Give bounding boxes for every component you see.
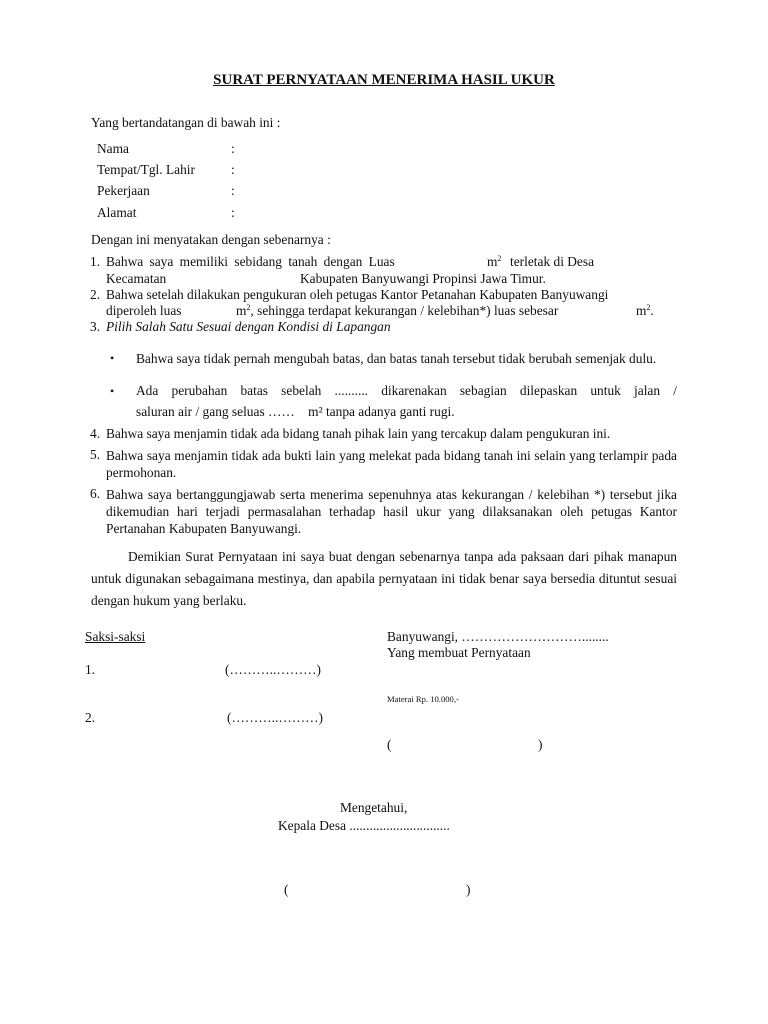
statement-intro: Dengan ini menyatakan dengan sebenarnya : [91,232,331,247]
field-label-alamat: Alamat [97,205,137,220]
item-1-text-a: Bahwa saya memiliki sebidang tanah dengan Luas [106,254,395,269]
field-colon-pekerjaan: : [231,183,235,198]
signer-paren-open: ( [387,737,392,752]
witness-2-number: 2. [85,710,96,725]
item-5-number: 5. [90,447,101,462]
witness-1-number: 1. [85,662,96,677]
village-head-label: Kepala Desa .............................. [278,818,450,833]
item-6-number: 6. [90,486,101,501]
village-head-paren-open: ( [284,882,289,897]
field-colon-nama: : [231,141,235,156]
signer-role: Yang membuat Pernyataan [387,645,531,660]
item-3-text: Pilih Salah Satu Sesuai dengan Kondisi di Lapangan [106,319,391,334]
acknowledge-label: Mengetahui, [340,800,408,815]
witness-2-signature: (………..………) [227,710,323,725]
field-label-pekerjaan: Pekerjaan [97,183,150,198]
field-label-tempat-tgl-lahir: Tempat/Tgl. Lahir [97,162,195,177]
item-1-kabupaten: Kabupaten Banyuwangi Propinsi Jawa Timur. [300,271,546,286]
document-title: SURAT PERNYATAAN MENERIMA HASIL UKUR [213,72,555,88]
item-1-unit: $m^2$ [487,254,502,269]
item-2-unit: $m^2$. [636,303,654,318]
signer-paren-close: ) [538,737,543,752]
bullet-1-text: Bahwa saya tidak pernah mengubah batas, dan batas tanah tersebut tidak berubah semenjak dulu. [136,351,657,366]
witnesses-heading: Saksi-saksi [85,629,146,644]
item-2-luas-text: $m^2$, sehingga terdapat kekurangan / kelebihan*) luas sebesar [236,303,559,318]
item-1-kecamatan: Kecamatan [106,271,167,286]
item-2-number: 2. [90,287,101,302]
intro-text: Yang bertandatangan di bawah ini : [91,115,281,130]
field-label-nama: Nama [97,141,129,156]
village-head-paren-close: ) [466,882,471,897]
bullet-2-line-1: Ada perubahan batas sebelah .......... dikarenakan sebagian dilepaskan untuk jalan / [136,383,677,398]
witness-1-signature: (………..………) [225,662,321,677]
item-4-number: 4. [90,426,101,441]
bullet-1-marker: • [110,351,115,365]
item-6-text: Bahwa saya bertanggungjawab serta menerima sepenuhnya atas kekurangan / kelebihan *) tersebut jika dikemudian hari terjadi permasalahan terhadap hasil ukur yang dilaksanakan oleh petugas Kantor Pertanahan Kabupaten Banyuwangi. [106,487,677,536]
item-2-luas-label: diperoleh luas [106,303,182,318]
bullet-2-marker: • [110,384,115,398]
item-4-text: Bahwa saya menjamin tidak ada bidang tanah pihak lain yang tercakup dalam pengukuran ini. [106,426,611,441]
bullet-2-line-2: saluran air / gang seluas …… m² tanpa adanya ganti rugi. [136,404,455,419]
field-colon-tempat-tgl-lahir: : [231,162,235,177]
item-1-number: 1. [90,254,101,269]
item-5-text: Bahwa saya menjamin tidak ada bukti lain yang melekat pada bidang tanah ini selain yang terlampir pada permohonan. [106,448,677,480]
item-1-text-b: terletak di Desa [510,254,595,269]
item-3-number: 3. [90,319,101,334]
stamp-duty-label: Materai Rp. 10.000,- [387,694,459,704]
item-2-line-1: Bahwa setelah dilakukan pengukuran oleh petugas Kantor Petanahan Kabupaten Banyuwangi [106,287,609,302]
field-colon-alamat: : [231,205,235,220]
place-date: Banyuwangi, ………………………........ [387,629,609,644]
closing-paragraph: Demikian Surat Pernyataan ini saya buat dengan sebenarnya tanpa ada paksaan dari pihak manapun untuk digunakan sebagaimana mestinya, dan apabila pernyataan ini tidak benar saya bersedia dituntut sesuai dengan hukum yang berlaku. [91,549,677,608]
